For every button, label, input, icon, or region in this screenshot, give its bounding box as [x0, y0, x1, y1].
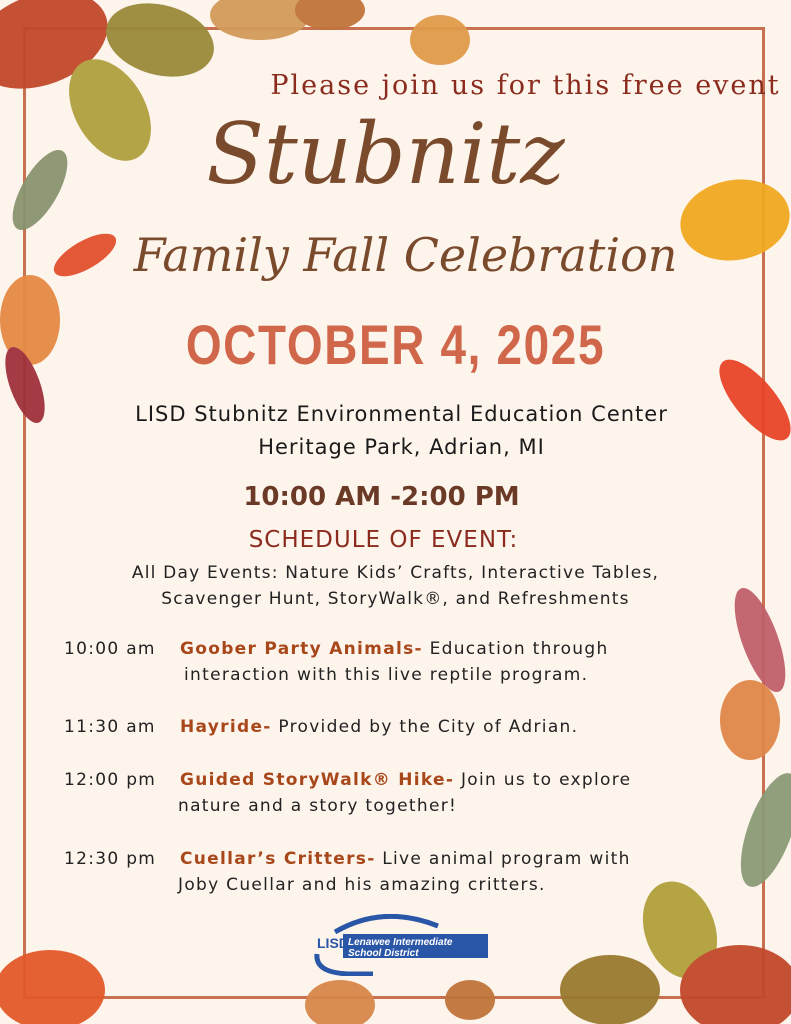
item-desc: Join us to explore	[454, 770, 632, 790]
venue	[6, 398, 791, 464]
item-time: 12:30 pm	[64, 849, 157, 869]
item-desc-cont: nature and a story together!	[178, 796, 458, 816]
item-desc-cont: interaction with this live reptile program.	[184, 665, 589, 685]
schedule-item	[64, 846, 744, 898]
event-time: 10:00 AM -2:00 PM	[243, 482, 520, 512]
all-day-events	[0, 560, 791, 612]
item-desc: Provided by the City of Adrian.	[271, 717, 579, 737]
logo-letters: LISD	[317, 935, 349, 951]
title-stubnitz: Stubnitz	[206, 105, 565, 203]
item-title: Cuellar’s Critters-	[180, 849, 376, 869]
item-title: Hayride-	[180, 717, 272, 737]
item-desc-cont: Joby Cuellar and his amazing critters.	[178, 875, 546, 895]
logo-line1: Lenawee Intermediate	[348, 937, 453, 948]
all-day-line-1: All Day Events: Nature Kids’ Crafts, Interactive Tables,	[131, 563, 660, 583]
schedule-item	[64, 636, 744, 688]
schedule-heading: SCHEDULE OF EVENT:	[248, 527, 519, 553]
item-time: 11:30 am	[64, 717, 156, 737]
schedule-item	[64, 714, 744, 740]
schedule-item	[64, 767, 744, 819]
logo-line2: School District	[348, 948, 419, 959]
item-desc: Live animal program with	[375, 849, 631, 869]
item-title: Goober Party Animals-	[180, 639, 423, 659]
title-family-fall-celebration: Family Fall Celebration	[133, 228, 678, 282]
item-title: Guided StoryWalk® Hike-	[180, 770, 455, 790]
all-day-line-2: Scavenger Hunt, StoryWalk®, and Refreshments	[161, 589, 630, 609]
venue-location: Heritage Park, Adrian, MI	[258, 435, 545, 459]
item-time: 10:00 am	[64, 639, 156, 659]
invite-line: Please join us for this free event	[270, 70, 781, 101]
event-date: OCTOBER 4, 2025	[185, 313, 606, 376]
lisd-logo	[313, 914, 489, 976]
venue-name: LISD Stubnitz Environmental Education Center	[135, 402, 668, 426]
item-time: 12:00 pm	[64, 770, 157, 790]
item-desc: Education through	[422, 639, 609, 659]
